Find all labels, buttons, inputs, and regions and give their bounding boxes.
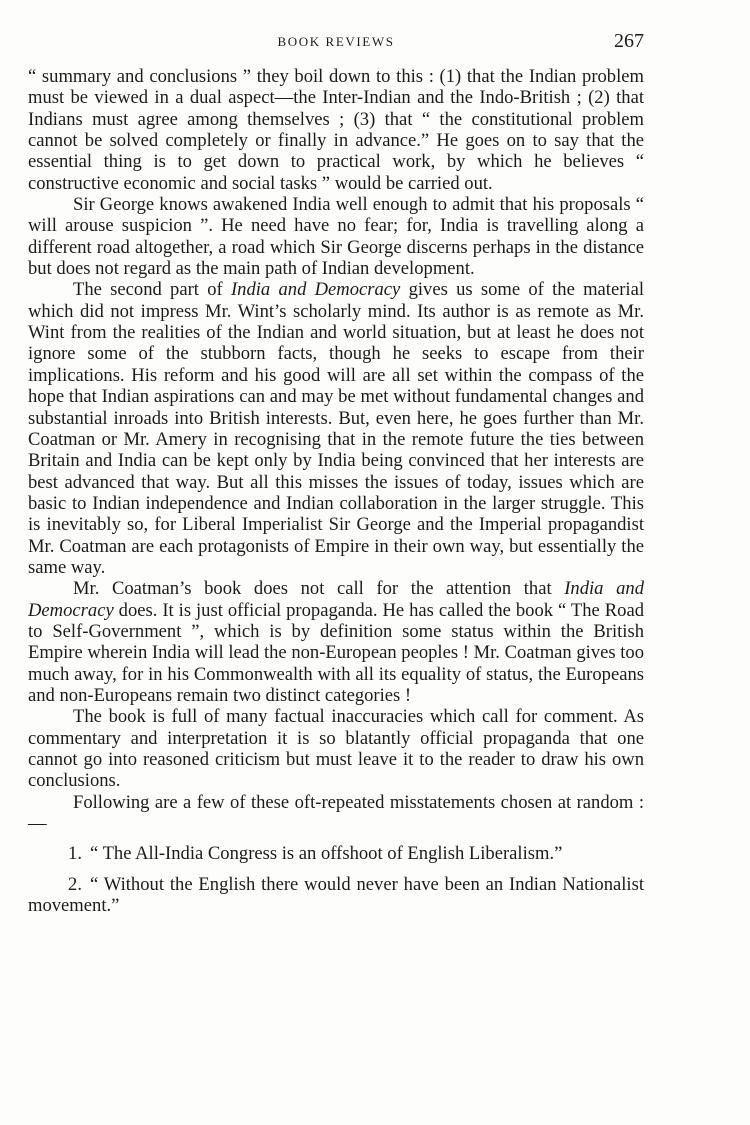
list-item-number: 1. — [68, 843, 82, 865]
paragraph-text: The second part of — [73, 279, 231, 301]
list-item-number: 2. — [68, 873, 82, 895]
page-header — [28, 30, 644, 54]
running-head: BOOK REVIEWS — [277, 34, 395, 49]
paragraph-summary — [28, 66, 644, 194]
paragraph-text: gives us some of the material which did not impress Mr. Wint’s scholarly mind. Its author is as remote as Mr. Wint from the realities of the Indian and world situation, but at least he does not ignore some of the stubborn facts, though he seeks to escape from their implications. His reform and his good will are all set within the compass of the hope that Indian aspirations can and may be met without fundamental changes and substantial inroads into British interests. But, even here, he goes further than Mr. Coatman or Mr. Amery in recognising that in the remote future the ties between Britain and India can be kept only by India being convinced that her interests are best advanced that way. But all this misses the issues of today, issues which are basic to Indian independence and Indian collaboration in the larger struggle. This is inevitably so, for Liberal Imperialist Sir George and the Imperial propagandist Mr. Coatman are each protagonists of Empire in their own way, but essentially the same way. — [28, 279, 645, 578]
paragraph-text: “ summary and conclusions ” they boil down to this : (1) that the Indian problem must be viewed in a dual aspect—the Inter-Indian and the Indo-British ; (2) that Indians must agree among themselves ; (3) that “ the constitutional problem cannot be solved completely or finally in advance.” He goes on to say that the essential thing is to get down to practical work, by which he believes “ constructive economic and social tasks ” would be carried out. — [28, 66, 644, 194]
paragraph-text: Following are a few of these oft-repeated misstatements chosen at random :— — [28, 791, 644, 835]
paragraph-inaccuracies — [28, 706, 644, 791]
book-title-italic: India and Democracy — [28, 578, 644, 621]
paragraph-text: Mr. Coatman’s book does not call for the attention that — [73, 578, 565, 600]
paragraph-second-part — [28, 279, 644, 578]
paragraph-text: The book is full of many factual inaccuracies which call for comment. As commentary and interpretation it is so blatantly official propaganda that one cannot go into reasoned criticism but must leave it to the reader to draw his own conclusions. — [28, 706, 644, 792]
review-body — [28, 66, 644, 916]
paragraph-text: Sir George knows awakened India well enough to admit that his proposals “ will arouse suspicion ”. He need have no fear; for, India is travelling along a different road altogether, a road which Sir George discerns perhaps in the distance but does not regard as the main path of Indian development. — [28, 194, 644, 280]
paragraph-misstatements — [28, 792, 644, 835]
paragraph-suspicion — [28, 194, 644, 279]
list-item — [28, 874, 644, 917]
paragraph-coatman — [28, 578, 644, 706]
list-item — [28, 843, 644, 864]
book-title-italic: India and Democracy — [230, 279, 401, 301]
page-number: 267 — [614, 30, 644, 52]
list-item-text: “ Without the English there would never have been an Indian Nationalist movement.” — [28, 873, 644, 917]
paragraph-text: does. It is just official propaganda. He has called the book “ The Road to Self-Government ”, which is by definition some status within the British Empire wherein India will lead the non-European peoples ! Mr. Coatman gives too much away, for in his Commonwealth with all its equality of status, the Europeans and non-Europeans remain two distinct categories ! — [28, 599, 645, 706]
list-item-text: “ The All-India Congress is an offshoot of English Liberalism.” — [90, 843, 563, 865]
